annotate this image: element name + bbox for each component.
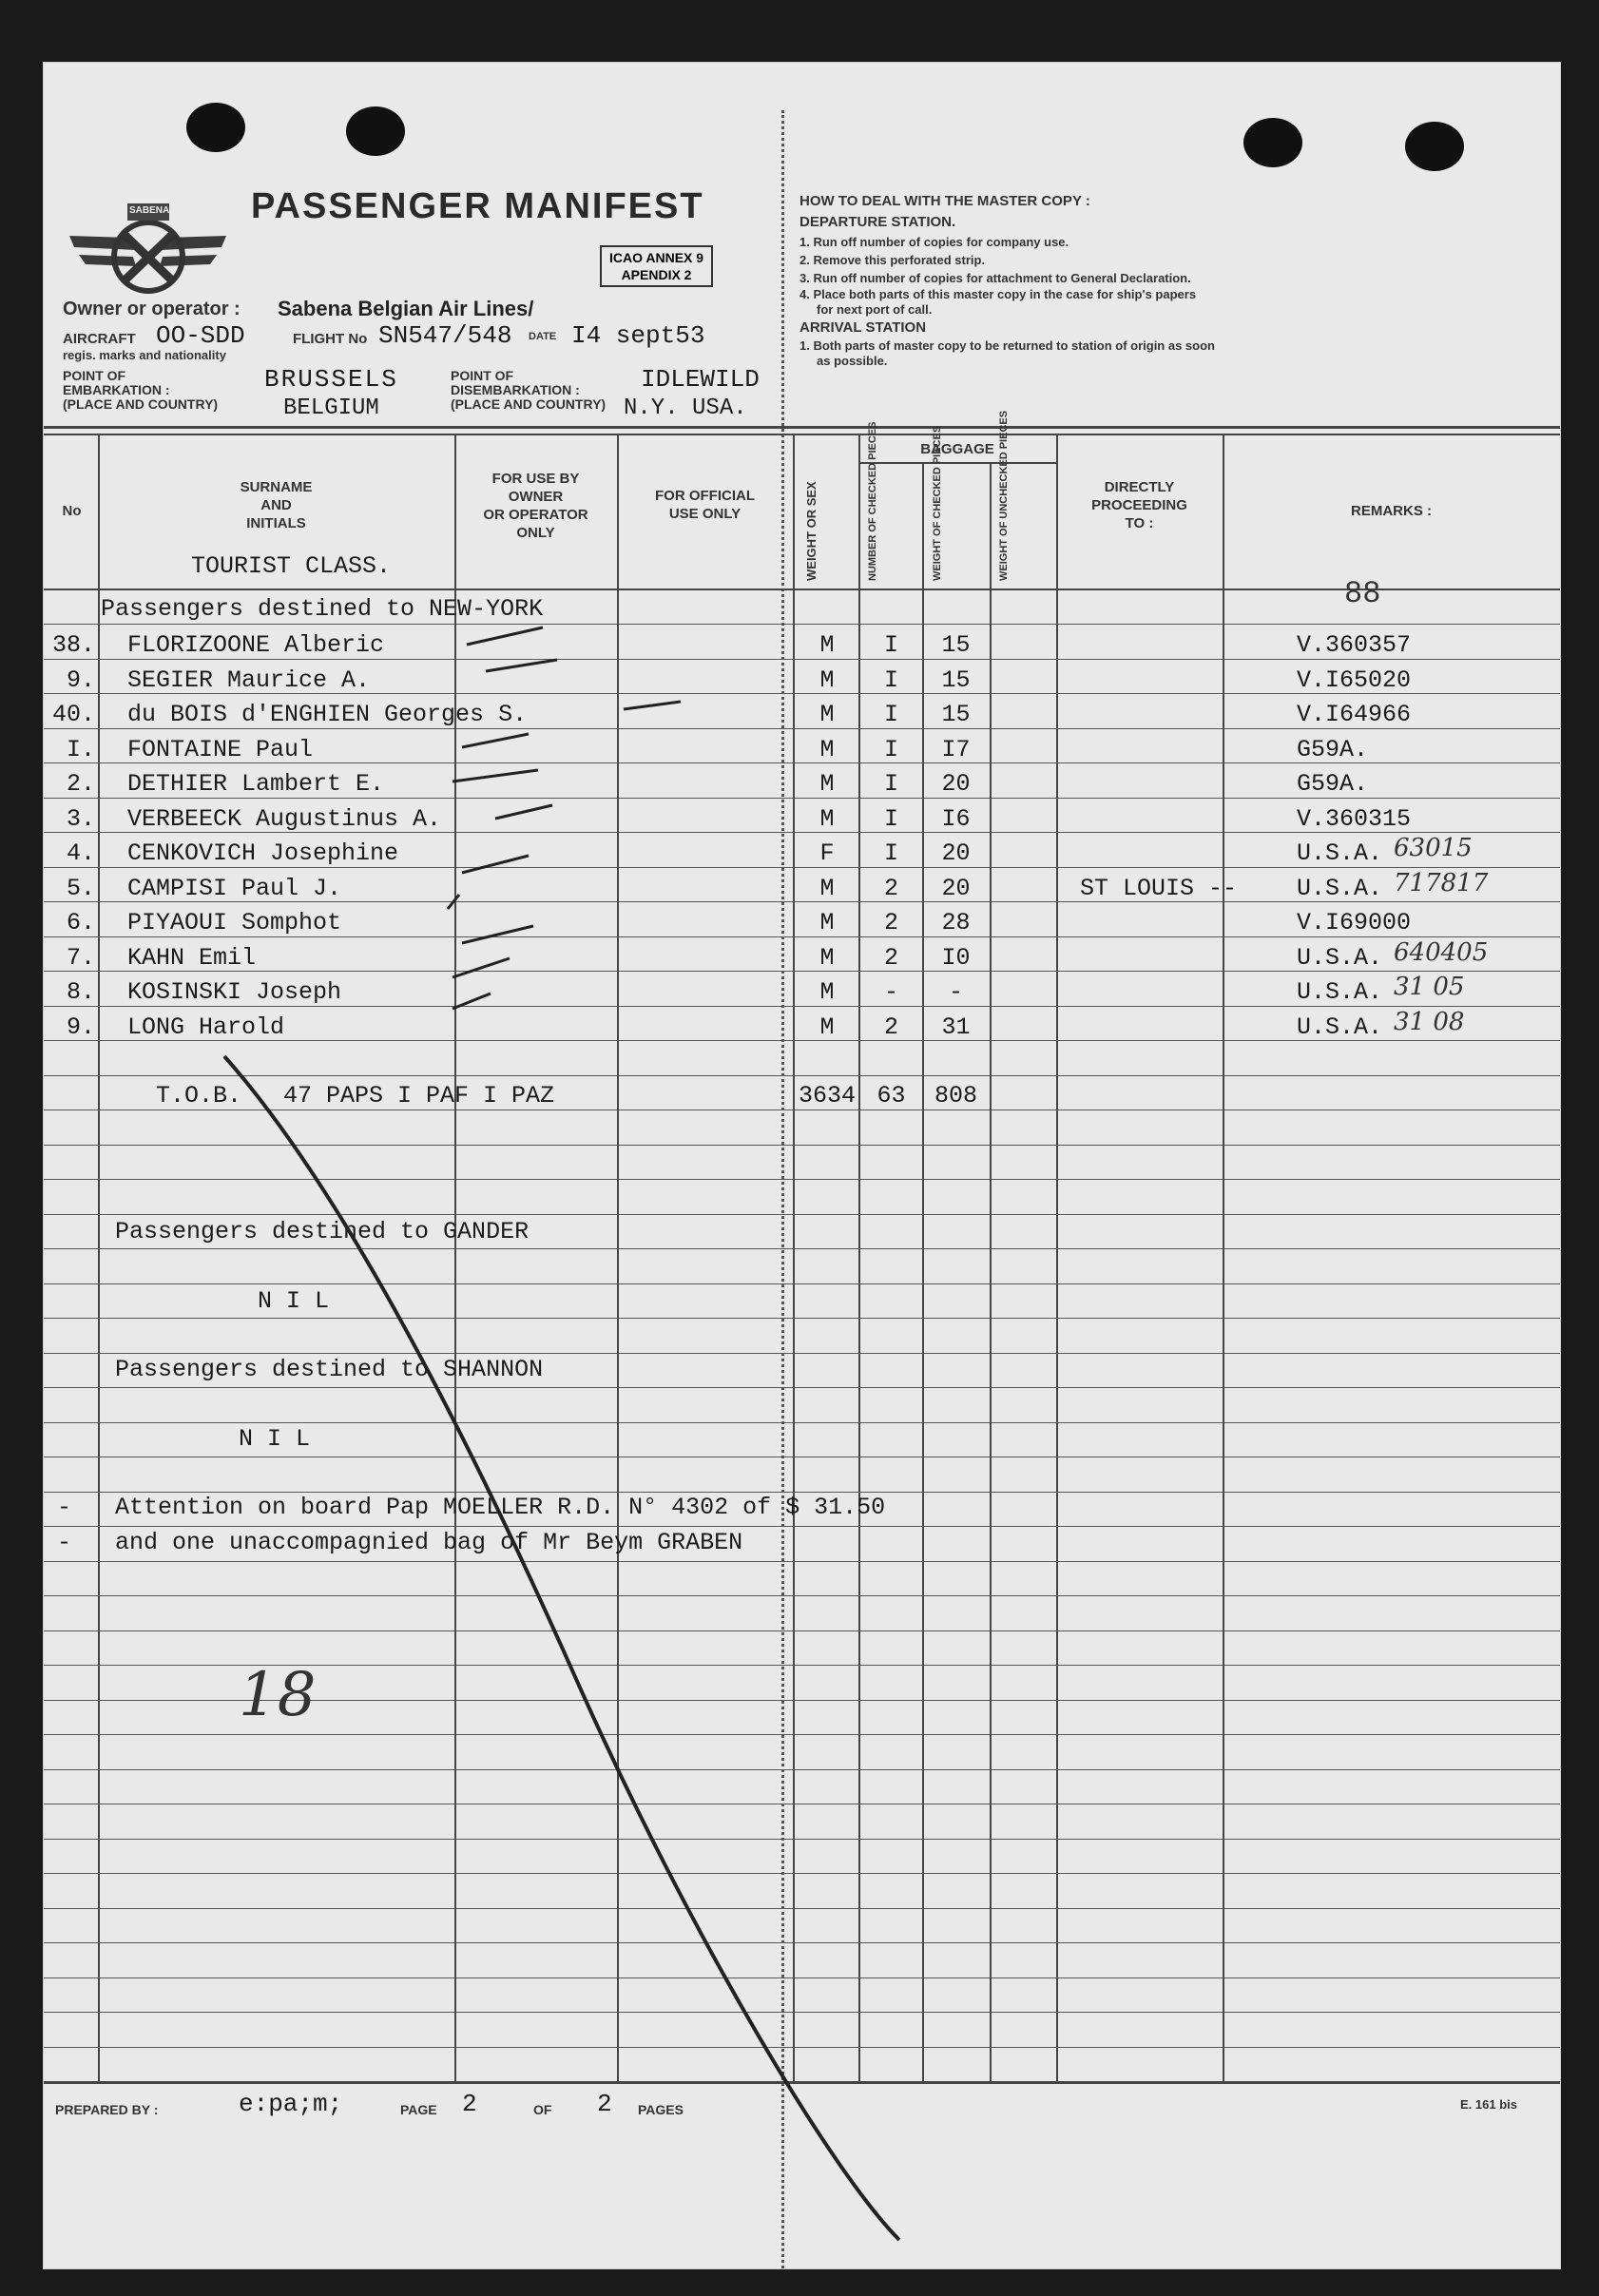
passenger-weight: 20 [941,874,971,902]
attention-line: Attention on board Pap MOELLER R.D. N° 4302 of $ 31.50 [115,1494,886,1521]
instructions-arrival: ARRIVAL STATION [800,319,927,336]
passenger-remark: U.S.A. [1297,943,1383,972]
passenger-remark: U.S.A. [1297,839,1383,867]
passenger-sex: M [819,874,835,902]
passenger-name: FONTAINE Paul [127,735,314,763]
instructions-title: HOW TO DEAL WITH THE MASTER COPY : [800,193,1090,209]
page-mark: 88 [1344,576,1381,611]
col-weight-unchecked-header: WEIGHT OF UNCHECKED PIECES [998,410,1010,581]
passenger-name: SEGIER Maurice A. [127,666,371,694]
totals-desc: 47 PAPS I PAF I PAZ [283,1082,555,1109]
icao-annex: ICAO ANNEX 9 [609,250,704,265]
passenger-remark: V.360315 [1297,804,1412,833]
col-owner-line: OWNER [508,489,564,505]
totals-pcs: 63 [877,1082,906,1109]
passenger-sex: M [819,943,835,972]
totals-wt: 808 [934,1082,977,1109]
passenger-pieces: I [883,804,898,833]
passenger-no: 4. [66,839,95,867]
passenger-name: du BOIS d'ENGHIEN Georges S. [127,701,528,728]
instruction-item: 1. Both parts of master copy to be returned to station of origin as soon [800,338,1215,353]
embark-label-line: EMBARKATION : [63,382,170,397]
aircraft-sub: regis. marks and nationality [63,348,226,362]
passenger-weight: - [948,978,963,1006]
instruction-item: 3. Run off number of copies for attachment to General Declaration. [800,271,1191,285]
passenger-pieces: 2 [883,1013,898,1041]
passenger-remark-handwritten: 717817 [1394,868,1489,897]
instruction-item: 4. Place both parts of this master copy in the case for ship's papers [800,287,1197,301]
passenger-name: KOSINSKI Joseph [127,978,342,1006]
passenger-pieces: - [883,978,898,1006]
page-value: 2 [462,2090,477,2118]
nil-shannon: N I L [239,1425,311,1453]
cancel-stroke [44,63,1560,2268]
passenger-no: 6. [66,909,95,936]
passenger-name: CENKOVICH Josephine [127,839,399,867]
passenger-name: KAHN Emil [127,943,257,972]
passenger-name: VERBEECK Augustinus A. [127,804,442,833]
page-label: PAGE [400,2102,437,2117]
passenger-pieces: 2 [883,943,898,972]
disembark-label-line: (PLACE AND COUNTRY) [451,396,607,412]
passenger-sex: M [819,666,835,694]
col-surname-line: SURNAME [240,479,313,495]
attention-dash: - [57,1529,72,1556]
col-num-checked-header: NUMBER OF CHECKED PIECES [867,421,878,581]
passenger-no: 3. [66,804,95,833]
disembark-label-line: DISEMBARKATION : [451,382,580,397]
date-label: DATE [529,331,557,342]
passenger-pieces: I [883,666,898,694]
passenger-weight: I0 [941,943,971,972]
passenger-remark: V.I64966 [1297,701,1412,728]
handwritten-note: 18 [239,1660,317,1730]
passenger-name: PIYAOUI Somphot [127,909,342,936]
passenger-no: 7. [66,943,95,972]
nil-gander: N I L [258,1287,330,1315]
col-no-header: No [62,503,82,519]
passenger-sex: M [819,735,835,763]
section-heading-newyork: Passengers destined to NEW-YORK [101,595,544,623]
passenger-remark-handwritten: 31 08 [1394,1007,1465,1036]
passenger-remark: G59A. [1297,770,1369,798]
attention-line: and one unaccompagnied bag of Mr Beym GRABEN [115,1529,743,1556]
aircraft-label: AIRCRAFT [63,331,136,347]
passenger-weight: I7 [941,735,971,763]
disembark-label-line: POINT OF [451,368,514,383]
passenger-no: 38. [51,631,95,659]
passenger-sex: M [819,909,835,936]
passenger-pieces: I [883,839,898,867]
col-proceeding-line: PROCEEDING [1091,497,1187,513]
section-heading-shannon: Passengers destined to SHANNON [115,1356,544,1383]
instructions-departure: DEPARTURE STATION. [800,214,956,230]
manifest-paper [43,62,1561,2269]
passenger-weight: 20 [941,839,971,867]
class-label: TOURIST CLASS. [191,552,392,580]
passenger-name: CAMPISI Paul J. [127,874,342,902]
col-owner-line: ONLY [516,525,555,541]
owner-label: Owner or operator : [63,299,241,319]
passenger-no: 5. [66,874,95,902]
passenger-pieces: 2 [883,874,898,902]
passenger-pieces: I [883,631,898,659]
embark-label-line: POINT OF [63,368,126,383]
instruction-item: for next port of call. [817,302,933,317]
passenger-remark: U.S.A. [1297,874,1383,902]
col-weight-checked-header: WEIGHT OF CHECKED PIECES [932,425,943,581]
col-baggage-header: BAGGAGE [920,441,994,457]
instruction-item: as possible. [817,354,888,368]
passenger-sex: M [819,804,835,833]
passenger-no: 9. [66,1013,95,1041]
passenger-weight: 15 [941,631,971,659]
passenger-remark: U.S.A. [1297,978,1383,1006]
passenger-sex: M [819,1013,835,1041]
owner-value: Sabena Belgian Air Lines/ [278,297,534,320]
col-surname-line: AND [260,497,292,513]
passenger-pieces: I [883,770,898,798]
col-surname-line: INITIALS [246,515,306,531]
of-value: 2 [597,2090,612,2118]
passenger-remark-handwritten: 640405 [1394,937,1489,967]
page-title: PASSENGER MANIFEST [251,186,704,226]
section-heading-gander: Passengers destined to GANDER [115,1218,530,1245]
passenger-remark-handwritten: 63015 [1394,834,1473,862]
prepared-value: e:pa;m; [239,2090,343,2118]
passenger-name: FLORIZOONE Alberic [127,631,385,659]
aircraft-value: OO-SDD [156,321,245,350]
logo-text: SABENA [129,205,170,216]
passenger-weight: 28 [941,909,971,936]
passenger-remark: G59A. [1297,735,1369,763]
passenger-weight: I6 [941,804,971,833]
totals-weight: 3634 [798,1082,856,1109]
passenger-sex: F [819,839,835,867]
col-weight-sex-header: WEIGHT OR SEX [804,481,819,581]
prepared-label: PREPARED BY : [55,2102,159,2117]
passenger-sex: M [819,978,835,1006]
col-proceeding-line: DIRECTLY [1104,479,1175,495]
col-owner-line: OR OPERATOR [483,507,588,523]
icao-appendix: APENDIX 2 [621,267,692,282]
passenger-name: DETHIER Lambert E. [127,770,385,798]
embark-country: BELGIUM [283,396,379,421]
flight-value: SN547/548 [378,321,512,350]
passenger-no: 8. [66,978,95,1006]
passenger-remark: V.I65020 [1297,666,1412,694]
passenger-remark: V.I69000 [1297,909,1412,936]
col-proceeding-line: TO : [1125,515,1154,531]
passenger-sex: M [819,770,835,798]
embark-city: BRUSSELS [264,365,398,394]
col-official-line: USE ONLY [668,506,742,522]
tick-marks [448,627,681,1009]
passenger-no: 9. [66,666,95,694]
attention-dash: - [57,1494,72,1521]
passenger-no: I. [66,735,95,763]
passenger-remark: U.S.A. [1297,1013,1383,1041]
date-value: I4 sept53 [571,321,705,350]
passenger-no: 2. [66,770,95,798]
passenger-weight: 15 [941,666,971,694]
disembark-city: IDLEWILD [641,365,760,394]
passenger-destination: ST LOUIS -- [1080,874,1238,902]
passenger-sex: M [819,631,835,659]
instruction-item: 2. Remove this perforated strip. [800,253,986,267]
passenger-weight: 31 [941,1013,971,1041]
passenger-remark-handwritten: 31 05 [1394,973,1465,1001]
col-remarks-header: REMARKS : [1351,503,1432,519]
disembark-country: N.Y. USA. [624,396,747,421]
pages-label: PAGES [638,2102,684,2117]
col-owner-line: FOR USE BY [491,471,580,487]
passenger-sex: M [819,701,835,728]
passenger-remark: V.360357 [1297,631,1412,659]
embark-label-line: (PLACE AND COUNTRY) [63,396,219,412]
form-code: E. 161 bis [1460,2097,1517,2112]
passenger-name: LONG Harold [127,1013,285,1041]
instruction-item: 1. Run off number of copies for company use. [800,235,1069,249]
flight-label: FLIGHT No [293,331,368,347]
passenger-no: 40. [51,701,95,728]
passenger-pieces: I [883,735,898,763]
passenger-pieces: I [883,701,898,728]
passenger-weight: 15 [941,701,971,728]
col-official-line: FOR OFFICIAL [655,488,755,504]
passenger-pieces: 2 [883,909,898,936]
passenger-weight: 20 [941,770,971,798]
totals-label: T.O.B. [156,1082,242,1109]
of-label: OF [533,2102,552,2117]
